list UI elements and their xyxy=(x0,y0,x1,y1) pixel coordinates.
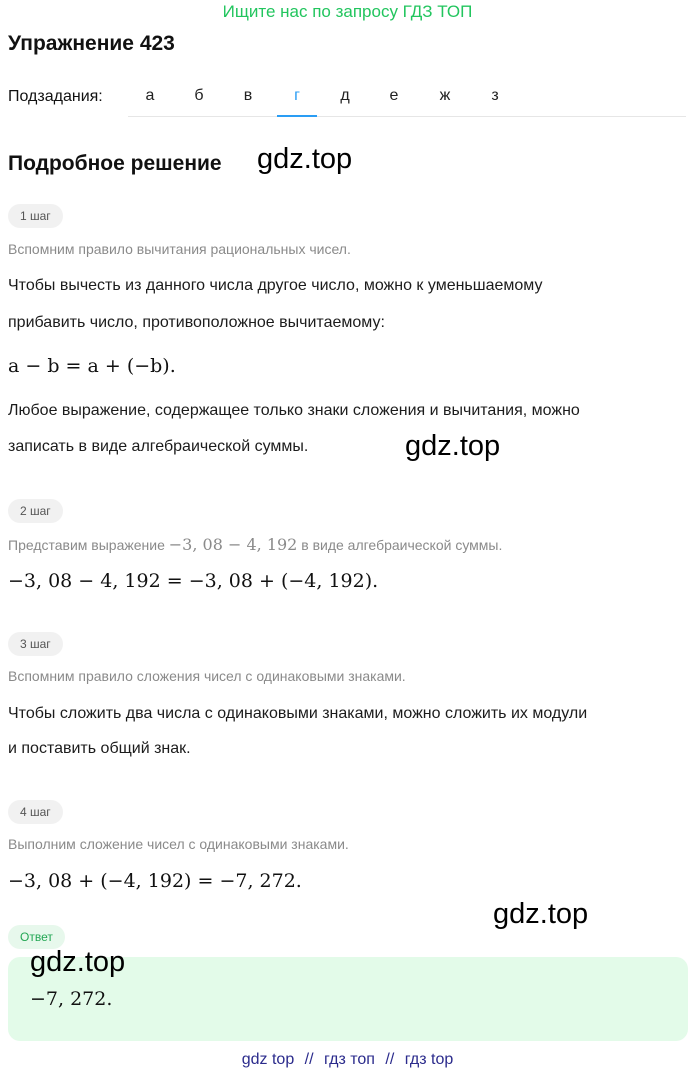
step-text: записать в виде алгебраической суммы. xyxy=(8,438,309,455)
watermark: gdz.top xyxy=(30,946,126,978)
step-formula: −3, 08 + (−4, 192) = −7, 272. xyxy=(8,870,302,892)
tab-b[interactable]: б xyxy=(194,87,204,104)
watermark: gdz.top xyxy=(405,430,501,462)
answer-value: −7, 272. xyxy=(30,988,113,1010)
watermark: gdz.top xyxy=(493,898,589,930)
footer-separator: // xyxy=(385,1051,395,1068)
step-badge: 2 шаг xyxy=(8,499,63,523)
step-hint-text: Представим выражение xyxy=(8,537,165,553)
tab-g[interactable]: г xyxy=(277,76,317,116)
step-badge: 4 шаг xyxy=(8,800,63,824)
page-title: Упражнение 423 xyxy=(8,32,175,55)
tab-zh[interactable]: ж xyxy=(439,87,451,104)
step-hint: Вспомним правило вычитания рациональных чисел. xyxy=(8,241,351,257)
tab-a[interactable]: а xyxy=(145,87,155,104)
step-text: Любое выражение, содержащее только знаки сложения и вычитания, можно xyxy=(8,402,580,419)
step-hint: Выполним сложение чисел с одинаковыми знаками. xyxy=(8,836,349,852)
step-text: Чтобы вычесть из данного числа другое число, можно к уменьшаемому xyxy=(8,277,543,294)
step-formula: −3, 08 − 4, 192 = −3, 08 + (−4, 192). xyxy=(8,570,379,592)
answer-badge: Ответ xyxy=(8,925,65,949)
top-banner: Ищите нас по запросу ГДЗ ТОП xyxy=(222,2,473,21)
solution-title: Подробное решение xyxy=(8,152,222,175)
footer-link[interactable]: гдз top xyxy=(404,1051,454,1068)
watermark: gdz.top xyxy=(257,143,353,175)
step-hint xyxy=(8,535,502,554)
step-text: и поставить общий знак. xyxy=(8,740,191,757)
step-badge: 3 шаг xyxy=(8,632,63,656)
step-text: Чтобы сложить два числа с одинаковыми знаками, можно сложить их модули xyxy=(8,705,588,722)
step-hint-text: в виде алгебраической суммы. xyxy=(301,537,503,553)
tab-v[interactable]: в xyxy=(243,87,253,104)
footer-links xyxy=(0,1051,695,1069)
tab-d[interactable]: д xyxy=(340,87,350,104)
step-formula: a − b = a + (−b). xyxy=(8,355,176,377)
footer-link[interactable]: gdz top xyxy=(241,1051,295,1068)
subtask-tabs xyxy=(128,76,686,117)
tab-z[interactable]: з xyxy=(491,87,499,104)
step-badge: 1 шаг xyxy=(8,204,63,228)
step-hint: Вспомним правило сложения чисел с одинаковыми знаками. xyxy=(8,668,406,684)
footer-link[interactable]: гдз топ xyxy=(324,1051,375,1068)
tab-e[interactable]: е xyxy=(389,87,399,104)
subtasks-label: Подзадания: xyxy=(8,88,103,105)
step-text: прибавить число, противоположное вычитаемому: xyxy=(8,314,385,331)
step-hint-math: −3, 08 − 4, 192 xyxy=(168,535,298,554)
footer-separator: // xyxy=(304,1051,314,1068)
